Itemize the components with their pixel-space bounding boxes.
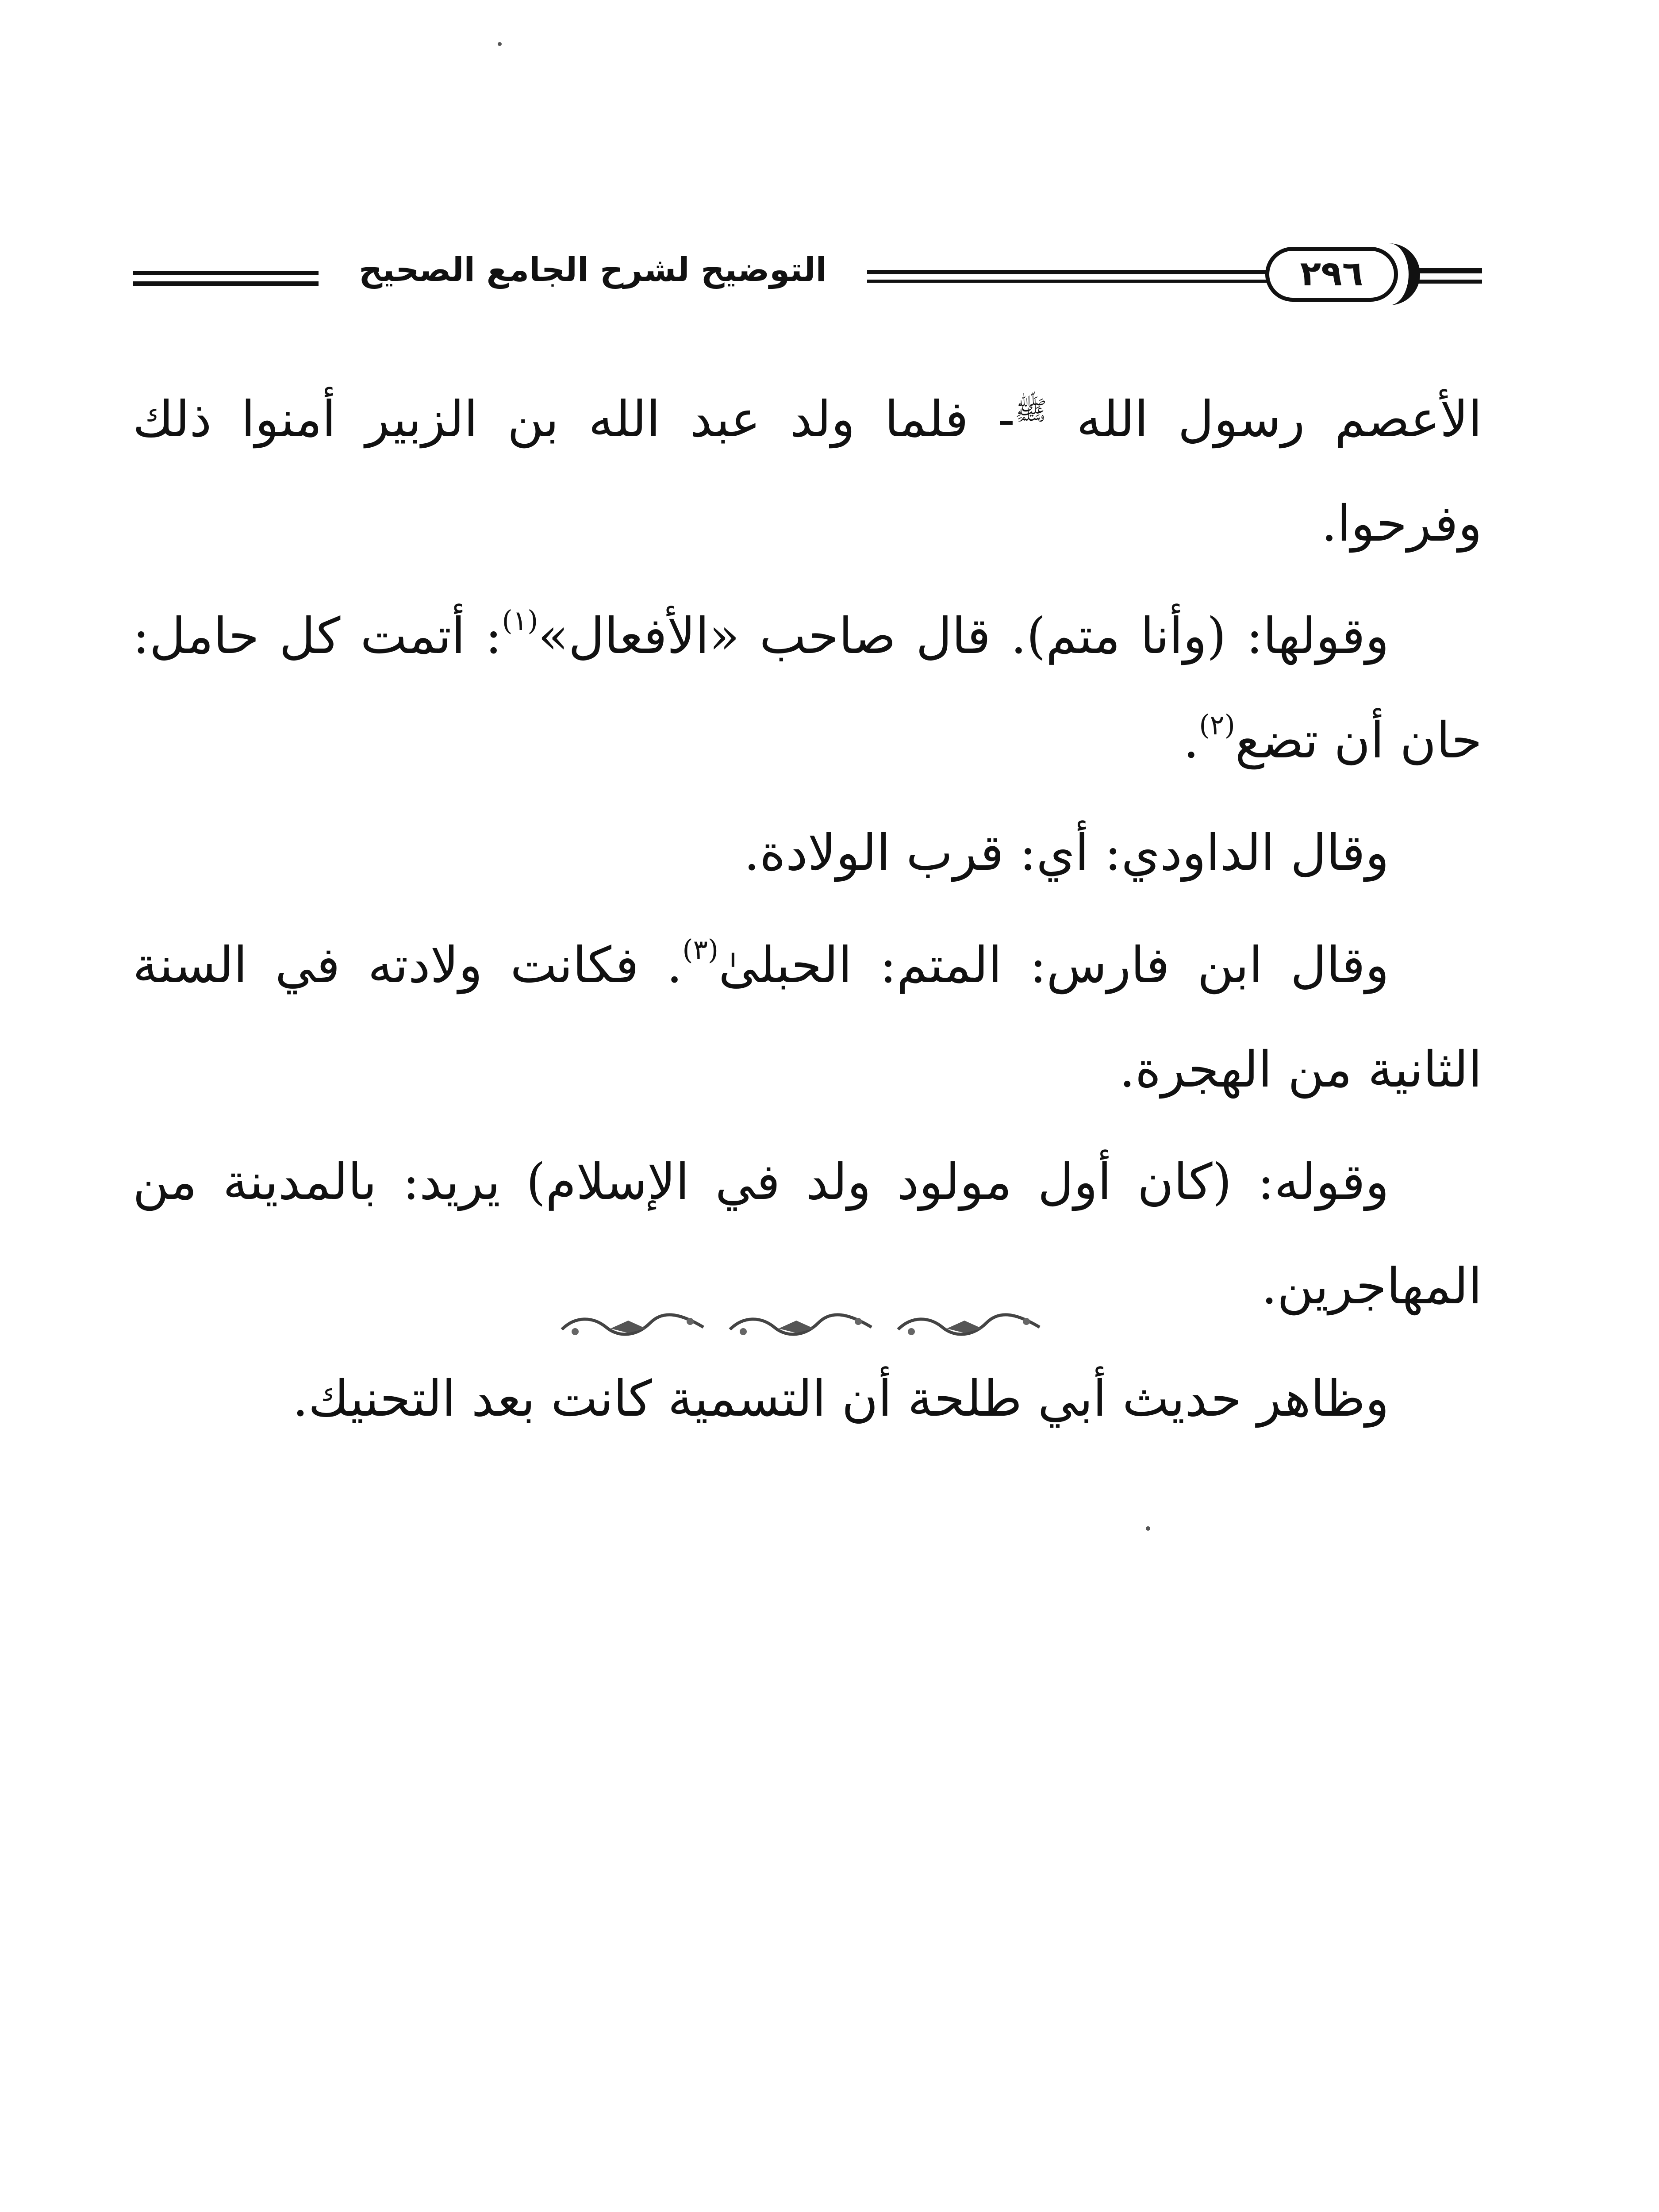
book-title: التوضيح لشرح الجامع الصحيح <box>358 251 827 289</box>
ornament-motif-icon <box>726 1312 876 1338</box>
paragraph: وظاهر حديث أبي طلحة أن التسمية كانت بعد التحنيك. <box>292 1370 1389 1428</box>
header-rule-mid-bottom <box>867 280 1267 283</box>
running-header <box>133 239 1482 310</box>
ornament-motif-icon <box>894 1312 1044 1338</box>
header-rule-right-top <box>1418 268 1482 273</box>
scan-speck <box>1146 1526 1150 1531</box>
header-rule-left-bottom <box>133 281 319 286</box>
paragraph: وقوله: (كان أول مولود ولد في الإسلام) يريد: بالمدينة من المهاجرين. <box>133 1153 1482 1315</box>
paragraph <box>133 913 1482 1122</box>
header-rule-left-top <box>133 271 319 275</box>
section-end-ornament <box>557 1310 1044 1340</box>
text-run: وقولها: (وأنا متم). قال صاحب «الأفعال» <box>538 607 1389 665</box>
scan-speck <box>498 42 502 46</box>
footnote-ref: (٢) <box>1199 709 1235 741</box>
main-text <box>133 358 1482 1451</box>
honorific-glyph: ﷺ <box>1014 395 1047 426</box>
text-run: . <box>1183 712 1199 769</box>
paragraph <box>133 584 1482 793</box>
footnote-ref: (٣) <box>682 933 719 966</box>
paragraph <box>133 358 1482 576</box>
text-run: : أتمت كل حامل: حان أن تضع <box>133 607 1482 769</box>
page-number-ornament <box>1371 243 1420 305</box>
ornament-motif-icon <box>557 1312 708 1338</box>
page-number: ٢٩٦ <box>1265 247 1398 302</box>
text-run: الأعصم رسول الله <box>1047 391 1482 448</box>
header-rule-right-bottom <box>1418 280 1482 284</box>
text-run: وقال ابن فارس: المتم: الحبلىٰ <box>718 937 1389 994</box>
header-rule-mid-top <box>867 270 1267 274</box>
text-run: - فلما ولد عبد الله بن الزبير أمنوا ذلك وفرحوا. <box>133 391 1482 553</box>
footnote-ref: (١) <box>502 604 538 637</box>
text-run: . فكانت ولادته في السنة الثانية من الهجرة. <box>133 937 1482 1098</box>
paragraph: وقال الداودي: أي: قرب الولادة. <box>744 824 1389 882</box>
